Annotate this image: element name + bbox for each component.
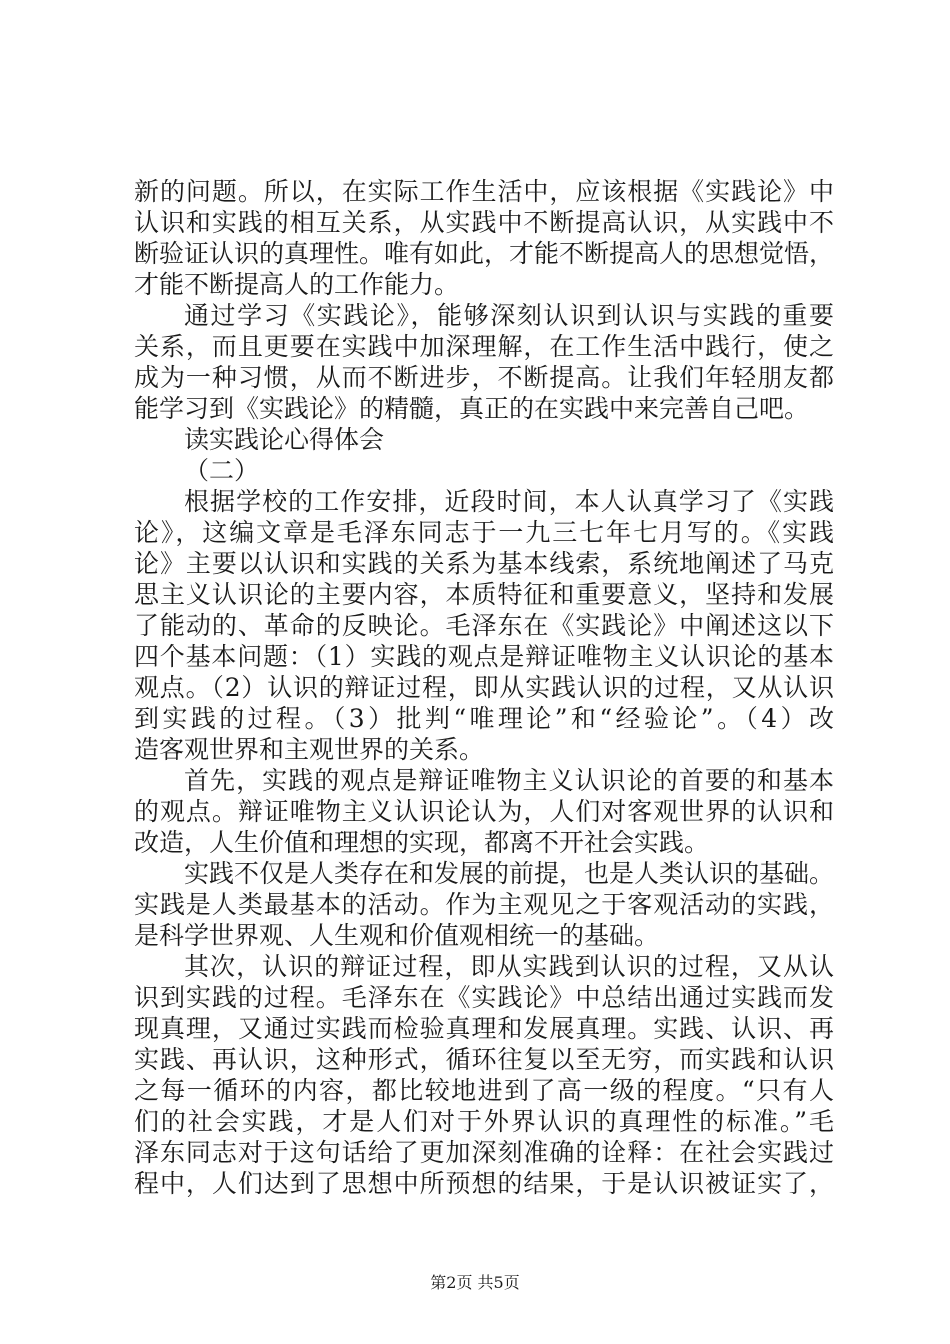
text-line: 认识和实践的相互关系，从实践中不断提高认识，从实践中不 [134,208,834,237]
text-line: 首先，实践的观点是辩证唯物主义认识论的首要的和基本 [184,766,834,795]
text-line: 观点。（2）认识的辩证过程，即从实践认识的过程，又从认识 [134,673,834,702]
text-line: 的观点。辩证唯物主义认识论认为，人们对客观世界的认识和 [134,797,834,826]
text-line: 论》，这编文章是毛泽东同志于一九三七年七月写的。《实践 [134,518,834,547]
text-line: 才能不断提高人的工作能力。 [134,270,460,299]
text-line: 成为一种习惯，从而不断进步，不断提高。让我们年轻朋友都 [134,363,834,392]
page-footer: 第2页 共5页 [430,1273,520,1292]
text-line: 现真理，又通过实践而检验真理和发展真理。实践、认识、再 [134,1014,834,1043]
text-line: 是科学世界观、人生观和价值观相统一的基础。 [134,921,660,950]
text-line: 了能动的、革命的反映论。毛泽东在《实践论》中阐述这以下 [134,611,834,640]
text-line: 四个基本问题：（1）实践的观点是辩证唯物主义认识论的基本 [134,642,834,671]
text-line: 断验证认识的真理性。唯有如此，才能不断提高人的思想觉悟， [134,239,835,268]
text-line: 新的问题。所以，在实际工作生活中，应该根据《实践论》中 [134,177,834,206]
text-line: 泽东同志对于这句话给了更加深刻准确的诠释：在社会实践过 [134,1138,834,1167]
text-line: 改造，人生价值和理想的实现，都离不开社会实践。 [134,828,710,857]
text-line: 其次，认识的辩证过程，即从实践到认识的过程，又从认 [184,952,834,981]
text-line: 实践是人类最基本的活动。作为主观见之于客观活动的实践， [134,890,834,919]
text-line: 思主义认识论的主要内容，本质特征和重要意义，坚持和发展 [134,580,834,609]
text-line: 造客观世界和主观世界的关系。 [134,735,485,764]
text-line: 到实践的过程。（3）批判“唯理论”和“经验论”。（4）改 [134,704,834,733]
text-line: 通过学习《实践论》，能够深刻认识到认识与实践的重要 [184,301,834,330]
text-line: 实践不仅是人类存在和发展的前提，也是人类认识的基础。 [184,859,835,888]
text-line: 之每一循环的内容，都比较地进到了高一级的程度。“只有人 [134,1076,834,1105]
document-body [134,176,834,1199]
text-line: （二） [184,456,260,485]
text-line: 根据学校的工作安排，近段时间，本人认真学习了《实践 [184,487,834,516]
text-line: 们的社会实践，才是人们对于外界认识的真理性的标准。”毛 [134,1107,834,1136]
text-line: 关系，而且更要在实践中加深理解，在工作生活中践行，使之 [134,332,834,361]
text-line: 读实践论心得体会 [184,425,385,454]
text-line: 程中，人们达到了思想中所预想的结果，于是认识被证实了， [134,1169,834,1198]
text-line: 论》主要以认识和实践的关系为基本线索，系统地阐述了马克 [134,549,834,578]
text-line: 识到实践的过程。毛泽东在《实践论》中总结出通过实践而发 [134,983,834,1012]
text-line: 实践、再认识，这种形式，循环往复以至无穷，而实践和认识 [134,1045,834,1074]
text-line: 能学习到《实践论》的精髓，真正的在实践中来完善自己吧。 [134,394,810,423]
